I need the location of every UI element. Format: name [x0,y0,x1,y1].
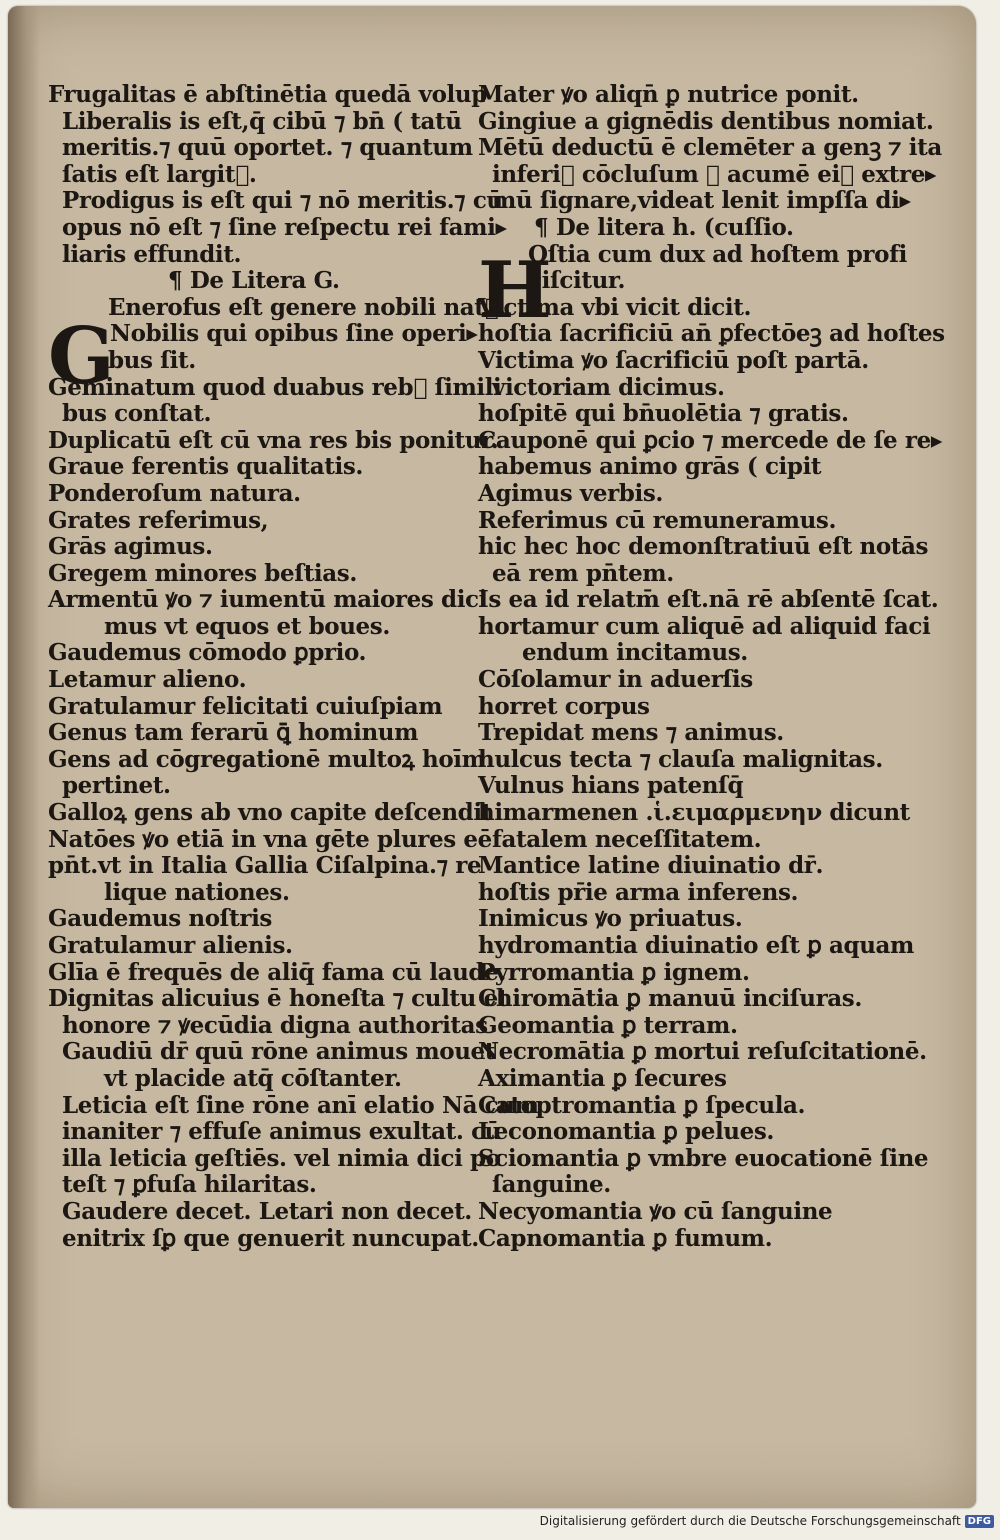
text-line: Grates referimus, [48,506,269,534]
text-line: Inimicus ꝟo priuatus. [478,905,743,933]
funding-footer [540,1510,994,1532]
text-line: Glīa ē frequēs de aliq̄ fama cū laude. [48,958,506,986]
text-line: ſanguine. [492,1171,611,1199]
dfg-logo: DFG [965,1515,994,1528]
page-binding [8,6,40,1508]
text-line: Catoptromantia ꝑ ſpecula. [478,1091,806,1119]
text-line: Aximantia ꝑ ſecures [478,1064,727,1092]
text-line: liaris effundit. [62,240,242,268]
text-line: Leconomantia ꝑ pelues. [478,1118,775,1146]
left-column [48,81,539,1252]
drop-cap-g: G [48,311,115,402]
text-line: himarmenen .ἱ.ειμαρμενην dicunt [478,799,910,827]
text-line: ciſcitur. [528,267,626,295]
text-line: Cōſolamur in aduerſis [478,666,753,694]
text-line: Gaudemus noſtris [48,905,272,933]
text-line: Leticia eſt ſine rōne anī elatio Nā cum [62,1091,539,1119]
text-line: enitrix ſꝑ que genuerit nuncupat. [62,1224,479,1252]
text-line: bus ſit. [108,346,196,374]
text-line: Dignitas alicuius ē honeſta ⁊ cultu et [48,985,509,1013]
text-line: Geminatum quod duabus reb᷑ ſimili [48,373,502,401]
text-line: hydromantia diuinatio eſt ꝑ aquam [478,932,914,959]
text-line: Nobilis qui opibus ſine operi▸ [110,320,478,348]
text-line: pn̄t.vt in Italia Gallia Ciſalpina.⁊ re [48,852,482,880]
text-line: Oſtia cum dux ad hoſtem profi [528,240,907,268]
text-line: opus nō eſt ⁊ ſine reſpectu rei fami▸ [62,213,507,241]
text-line: Capnomantia ꝑ fumum. [478,1224,773,1252]
text-line: Gingiue a gignēdis dentibus nomiat. [478,107,934,135]
text-line: Sciomantia ꝑ vmbre euocationē ſine [478,1144,929,1172]
text-line: hic hec hoc demonſtratiuū eſt notās [478,533,929,561]
text-line: Geomantia ꝑ terram. [478,1011,738,1039]
text-line: Galloꝝ gens ab vno capite deſcendit [48,799,492,827]
text-line: endum incitamus. [522,639,748,667]
text-line: Trepidat mens ⁊ animus. [478,719,784,747]
drop-cap-h: H [478,245,552,336]
section-heading-g: ¶ De Litera G. [168,267,340,295]
text-line: Genus tam ferarū ꝗ̄ hominum [48,719,419,747]
text-line: Natōes ꝟo etiā in vna gēte plures eē [48,825,492,853]
text-line: Armentū ꝟo ⁊ iumentū maiores dici [48,586,487,614]
text-line: meritis.⁊ quū oportet. ⁊ quantum [62,134,473,162]
text-line: Gens ad cōgregationē multoꝝ hoīm [48,745,486,773]
text-line: Gaudiū dr̄ quū rōne animus mouet [62,1038,496,1066]
text-line: mus vt equos et boues. [104,612,390,640]
text-line: hortamur cum aliquē ad aliquid faci [478,612,931,640]
text-line: Prodigus is eſt qui ⁊ nō meritis.⁊ cū [62,187,503,215]
text-line: Necyomantia ꝟo cū ſanguine [478,1197,833,1225]
text-line: Gaudemus cōmodo ꝑprio. [48,639,367,667]
text-line: Ponderoſum natura. [48,479,301,507]
text-line: lique nationes. [104,878,290,906]
text-line: Victima ꝟo ſacrificiū poſt partā. [478,346,869,374]
text-line: hoſtia ſacrificiū an̄ ꝑfectōeꝫ ad hoſtes [478,320,945,348]
text-line: Chiromātia ꝑ manuū inciſuras. [478,985,862,1013]
text-line: Graue ferentis qualitatis. [48,453,363,481]
text-line: victoriam dicimus. [492,373,725,401]
text-line: mū ſignare,videat lenit impſſa di▸ [492,187,911,215]
text-line: Gratulamur felicitati cuiuſpiam [48,692,443,720]
text-line: Gaudere decet. Letari non decet. [62,1197,472,1225]
text-line: eā rem pn̄tem. [492,559,674,587]
text-line: Mantice latine diuinatio dr̄. [478,852,824,880]
text-line: Enerofus eſt genere nobili nat᷑. [108,293,506,321]
text-line: hulcus tecta ⁊ clauſa malignitas. [478,745,883,773]
text-line: honore ⁊ ꝟecūdia digna authoritas [62,1011,488,1039]
text-line: Cauponē qui ꝑcio ⁊ mercede de ſe re▸ [478,426,942,454]
text-line: bus conſtat. [62,400,212,428]
text-line: Necromātia ꝑ mortui reſuſcitationē. [478,1038,927,1066]
text-line: horret corpus [478,692,650,720]
text-line: ſatis eſt largit᷑. [62,160,257,188]
text-line: pertinet. [62,772,171,800]
text-line: Referimus cū remuneramus. [478,506,837,534]
text-line: fatalem neceſſitatem. [492,825,762,853]
text-line: habemus animo grās ( cipit [478,453,822,481]
text-line: Mētū deductū ē clemēter a genꝫ ⁊ ita [478,134,942,162]
text-line: Letamur alieno. [48,666,247,694]
text-line: Is ea id relatm̄ eſt.nā rē abſentē ſcat. [478,586,939,614]
text-line: Frugalitas ē abſtinētia quedā volup [48,81,487,108]
text-line: illa leticia geſtiēs. vel nimia dici po [62,1144,501,1172]
text-line: Vulnus hians patenſq̄ [478,772,744,800]
text-line: Duplicatū eſt cū vna res bis ponitur. [48,426,499,454]
text-line: inferi᷑ cōcluſum ⁊ acumē ei᷑ extre▸ [492,160,937,188]
text-line: Mater ꝟo aliqn̄ ꝑ nutrice ponit. [478,81,859,108]
text-line: inaniter ⁊ effuſe animus exultat. cū [62,1118,501,1146]
text-line: Agimus verbis. [478,479,663,507]
text-line: hoſtis pr̄ie arma inferens. [478,878,799,906]
text-line: Gratulamur alienis. [48,932,293,959]
text-line: hoſpitē qui bn̄uolētia ⁊ gratis. [478,400,849,428]
text-line: vt placide atq̄ cōſtanter. [104,1064,402,1092]
text-line: Gregem minores beſtias. [48,559,357,587]
footer-text: Digitalisierung gefördert durch die Deutsche Forschungsgemeinschaft [539,1514,961,1528]
text-line: Grās agimus. [48,533,213,561]
text-line: Liberalis is eſt,q̄ cibū ⁊ bn̄ ( tatū [62,107,462,135]
text-line: teſt ⁊ ꝑfuſa hilaritas. [62,1171,317,1199]
right-column [478,81,945,1252]
text-line: Pyrromantia ꝑ ignem. [478,958,750,986]
section-heading-h: ¶ De litera h. (cuſſio. [534,213,794,241]
text-line: Victima vbi vicit dicit. [478,293,752,321]
